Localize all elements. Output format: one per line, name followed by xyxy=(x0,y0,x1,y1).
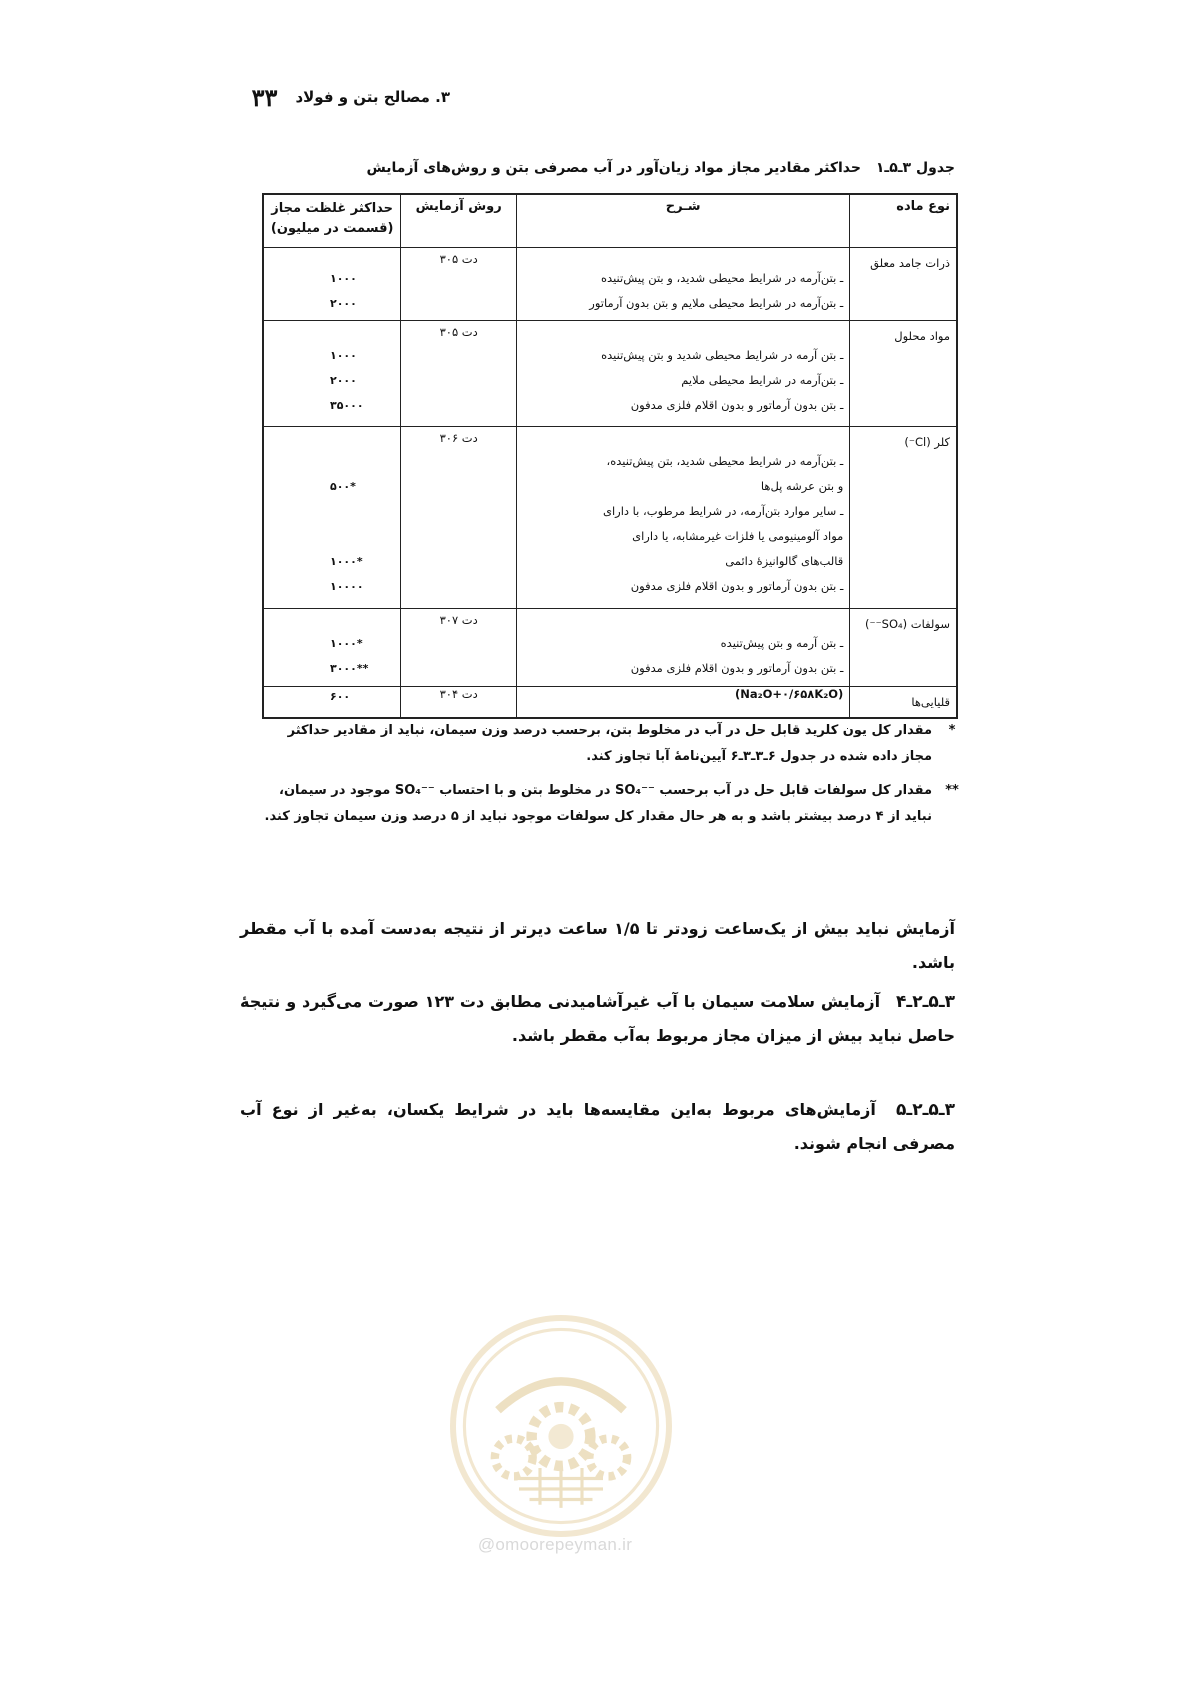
table-row xyxy=(263,321,957,427)
table-row xyxy=(263,609,957,687)
page-header xyxy=(250,84,450,110)
limit-value: ۶۰۰ xyxy=(330,690,351,703)
desc-line: قالب‌های گالوانیزهٔ دائمی xyxy=(725,554,844,568)
desc-line: ـ بتن آرمه در شرایط محیطی شدید و بتن پیش‌تنیده xyxy=(601,348,844,362)
limit-value: ۱۰۰۰ xyxy=(330,349,357,362)
section-number: ۳ـ۵ـ۲ـ۴ xyxy=(896,992,956,1012)
limit-spacer xyxy=(270,524,394,549)
limit-value: ۳۰۰۰** xyxy=(330,662,369,675)
paragraph xyxy=(240,912,955,980)
watermark-site: @omoorepeyman.ir xyxy=(477,1535,633,1554)
limit-value: ۱۰۰۰۰ xyxy=(330,580,364,593)
limit-value xyxy=(270,449,394,474)
header-type: نوع ماده xyxy=(850,194,957,248)
type-cell: ذرات جامد معلق xyxy=(870,256,950,270)
limit-value: ۳۵۰۰۰ xyxy=(330,399,364,412)
header-limit xyxy=(263,194,401,248)
paragraph xyxy=(240,985,955,1053)
desc-line: ـ بتن‌آرمه در شرایط محیطی شدید، و بتن پیش‌تنیده xyxy=(601,271,844,285)
footnote-text: مقدار کل سولفات قابل حل در آب برحسب ⁻⁻SO₄ در مخلوط بتن و با احتساب ⁻⁻SO₄ موجود در سیمان، نباید از ۴ درصد بیشتر باشد و به هر حال مقدار کل سولفات موجود نباید از ۵ درصد وزن سیمان تجاوز کند. xyxy=(264,783,932,824)
table-caption-text: حداکثر مقادیر مجاز مواد زیان‌آور در آب مصرفی بتن و روش‌های آزمایش xyxy=(366,160,861,176)
limit-value: ۱۰۰۰ xyxy=(330,272,357,285)
page-number: ۳۳ xyxy=(251,82,278,112)
header-method: روش آزمایش xyxy=(401,194,517,248)
harmful-substances-table xyxy=(262,193,958,719)
type-cell: قلیایی‌ها xyxy=(911,695,950,709)
type-cell: کلر (Cl⁻) xyxy=(904,435,950,449)
limit-value: ۲۰۰۰ xyxy=(330,297,357,310)
desc-line: ـ بتن‌آرمه در شرایط محیطی ملایم و بتن بدون آرماتور xyxy=(589,296,844,310)
desc-line: ـ بتن‌آرمه در شرایط محیطی شدید، بتن پیش‌تنیده، xyxy=(606,454,844,468)
paragraph-text: آزمایش نباید بیش از یک‌ساعت زودتر تا ۱/۵ ساعت دیرتر از نتیجه به‌دست آمده با آب مقطر باشد. xyxy=(240,919,955,972)
footnote xyxy=(262,718,962,770)
desc-line: ـ بتن بدون آرماتور و بدون اقلام فلزی مدفون xyxy=(630,579,844,593)
type-cell: مواد محلول xyxy=(894,329,950,343)
watermark-gear-icon xyxy=(456,1321,666,1531)
footnote-mark: ** xyxy=(945,783,959,798)
desc-line: ـ سایر موارد بتن‌آرمه، در شرایط مرطوب، با دارای xyxy=(602,504,844,518)
watermark-seal xyxy=(450,1315,672,1537)
header-limit-line1: حداکثر غلظت مجاز xyxy=(271,201,394,216)
method-cell: دت ۳۰۵ xyxy=(401,321,517,427)
limit-value: ۲۰۰۰ xyxy=(330,374,357,387)
footnote-text: مقدار کل یون کلرید قابل حل در آب در مخلوط بتن، برحسب درصد وزن سیمان، نباید از مقادیر حداکثر مجاز داده شده در جدول ۶ـ۳ـ۳ـ۶ آیین‌نامهٔ آبا تجاوز کند. xyxy=(287,723,932,764)
paragraph-text: آزمایش‌های مربوط به‌این مقایسه‌ها باید در شرایط یکسان، به‌غیر از نوع آب مصرفی انجام شوند. xyxy=(240,1100,955,1153)
table-row xyxy=(263,248,957,321)
footnote xyxy=(262,778,962,830)
method-cell: دت ۳۰۶ xyxy=(401,427,517,609)
desc-line: ـ بتن بدون آرماتور و بدون اقلام فلزی مدفون xyxy=(630,398,844,412)
table-caption-number: جدول ۳ـ۵ـ۱ xyxy=(875,160,955,176)
limit-value: ۱۰۰۰* xyxy=(330,555,363,568)
table-caption xyxy=(355,160,955,176)
limit-value: ۱۰۰۰* xyxy=(330,637,363,650)
desc-line: ـ بتن‌آرمه در شرایط محیطی ملایم xyxy=(681,373,844,387)
desc-line: ـ بتن بدون آرماتور و بدون اقلام فلزی مدفون xyxy=(630,661,844,675)
section-number: ۳ـ۵ـ۲ـ۵ xyxy=(896,1100,955,1120)
desc-line: و بتن عرشه پل‌ها xyxy=(760,479,844,493)
desc-line: مواد آلومینیومی یا فلزات غیرمشابه، یا دارای xyxy=(632,529,844,543)
desc-line: ـ بتن آرمه و بتن پیش‌تنیده xyxy=(720,636,844,650)
header-description: شـرح xyxy=(516,194,849,248)
chapter-title: ۳. مصالح بتن و فولاد xyxy=(295,88,450,106)
table-header-row xyxy=(263,194,957,248)
method-cell: دت ۳۰۵ xyxy=(401,248,517,321)
table-footnotes xyxy=(262,718,962,838)
type-cell: سولفات (SO₄⁻⁻) xyxy=(865,617,950,631)
desc-line: (Na₂O+۰/۶۵۸K₂O) xyxy=(734,687,844,701)
limit-spacer xyxy=(270,499,394,524)
footnote-mark: * xyxy=(948,723,956,738)
paragraph xyxy=(240,1093,955,1161)
method-cell: دت ۳۰۴ xyxy=(401,687,517,719)
method-cell: دت ۳۰۷ xyxy=(401,609,517,687)
limit-value: ۵۰۰* xyxy=(330,480,356,493)
header-limit-line2: (قسمت در میلیون) xyxy=(270,221,394,236)
paragraph-text: آزمایش سلامت سیمان با آب غیرآشامیدنی مطابق دت ۱۲۳ صورت می‌گیرد و نتیجهٔ حاصل نباید بیش از میزان مجاز مربوط به‌آب مقطر باشد. xyxy=(240,992,955,1045)
table-row xyxy=(263,427,957,609)
table-row xyxy=(263,687,957,719)
